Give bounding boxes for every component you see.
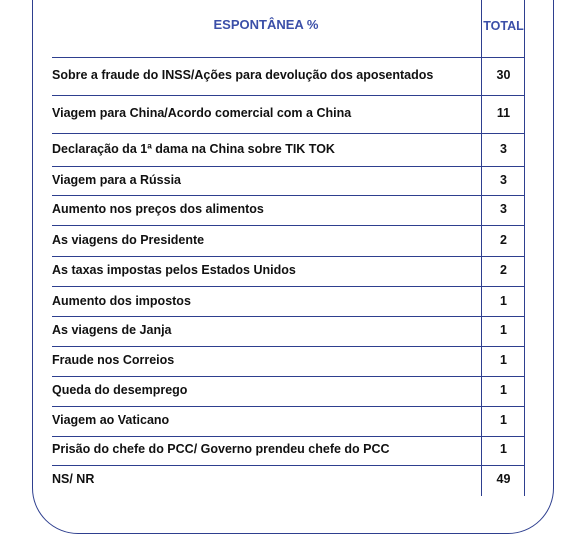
row-divider	[52, 465, 525, 466]
row-label: Prisão do chefe do PCC/ Governo prendeu chefe do PCC	[52, 442, 390, 456]
row-label: Sobre a fraude do INSS/Ações para devolução dos aposentados	[52, 68, 434, 82]
row-value: 1	[500, 323, 507, 337]
row-label: As viagens do Presidente	[52, 233, 205, 247]
row-divider	[52, 346, 525, 347]
header-espontanea: ESPONTÂNEA %	[213, 17, 319, 32]
row-divider	[52, 95, 525, 96]
row-divider	[52, 316, 525, 317]
row-label: Aumento nos preços dos alimentos	[52, 202, 264, 216]
row-value: 3	[500, 142, 507, 156]
row-label: Fraude nos Correios	[52, 353, 175, 367]
row-label: Declaração da 1ª dama na China sobre TIK TOK	[52, 142, 335, 156]
row-label: Viagem ao Vaticano	[52, 413, 170, 427]
row-divider	[52, 376, 525, 377]
row-divider	[52, 286, 525, 287]
row-divider	[52, 166, 525, 167]
row-value: 30	[496, 68, 511, 82]
row-label: Queda do desemprego	[52, 383, 188, 397]
row-divider	[52, 195, 525, 196]
row-value: 1	[500, 413, 507, 427]
header-total: TOTAL	[483, 19, 524, 33]
row-label: Aumento dos impostos	[52, 294, 191, 308]
row-divider	[52, 57, 525, 58]
row-value: 2	[500, 233, 507, 247]
row-value: 3	[500, 202, 507, 216]
row-label: NS/ NR	[52, 472, 95, 486]
row-label: Viagem para a Rússia	[52, 173, 182, 187]
row-label: Viagem para China/Acordo comercial com a China	[52, 106, 352, 120]
row-value: 1	[500, 383, 507, 397]
row-divider	[52, 225, 525, 226]
row-divider	[52, 436, 525, 437]
row-divider	[52, 133, 525, 134]
row-value: 11	[496, 106, 511, 120]
row-label: As taxas impostas pelos Estados Unidos	[52, 263, 296, 277]
row-value: 2	[500, 263, 507, 277]
row-label: As viagens de Janja	[52, 323, 172, 337]
row-divider	[52, 256, 525, 257]
row-value: 49	[496, 472, 511, 486]
row-value: 1	[500, 353, 507, 367]
row-value: 3	[500, 173, 507, 187]
row-value: 1	[500, 442, 507, 456]
row-divider	[52, 406, 525, 407]
row-value: 1	[500, 294, 507, 308]
